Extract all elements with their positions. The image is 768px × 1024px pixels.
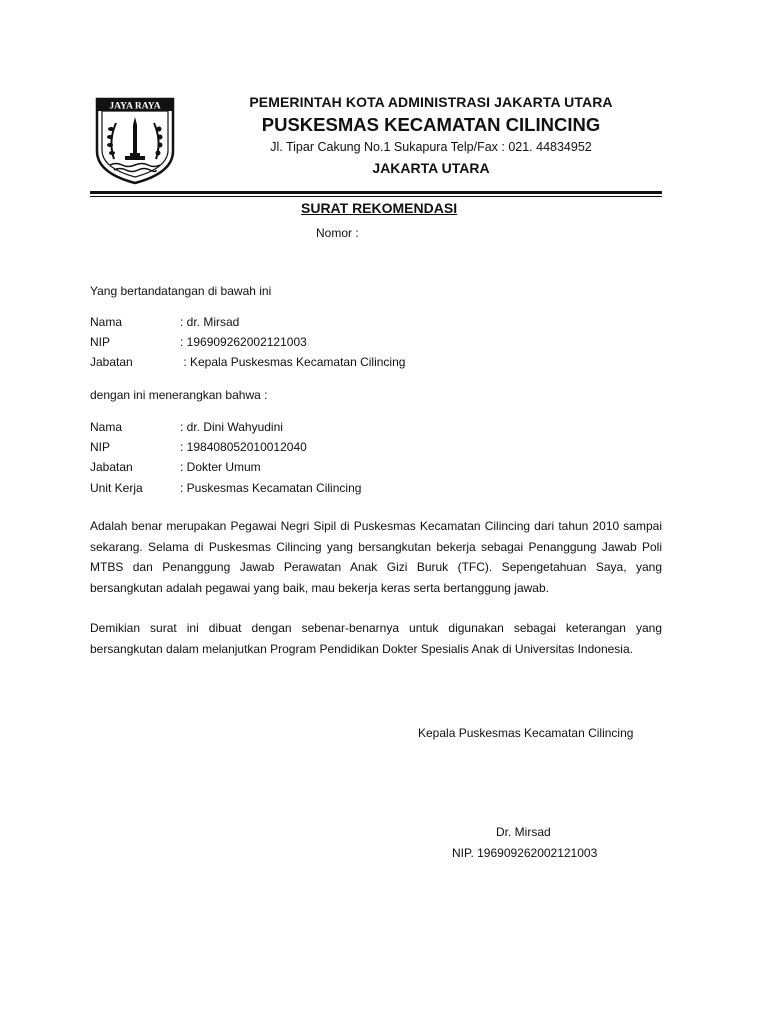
field-value: : 198408052010012040 — [180, 440, 307, 454]
field-value: : dr. Dini Wahyudini — [180, 420, 283, 434]
intro-text: Yang bertandatangan di bawah ini — [90, 284, 272, 298]
emblem-text: JAYA RAYA — [109, 101, 161, 112]
signature-position: Kepala Puskesmas Kecamatan Cilincing — [418, 726, 634, 740]
letter-number-label: Nomor : — [316, 226, 359, 240]
letterhead-divider-thin — [90, 196, 662, 197]
field-label: Unit Kerja — [90, 481, 143, 495]
institution-city: JAKARTA UTARA — [372, 160, 490, 176]
institution-address: Jl. Tipar Cakung No.1 Sukapura Telp/Fax : 021. 44834952 — [270, 140, 592, 154]
signature-name: Dr. Mirsad — [496, 825, 551, 839]
field-value: : Dokter Umum — [180, 460, 261, 474]
field-value: : 196909262002121003 — [180, 335, 307, 349]
body-paragraph-1: Adalah benar merupakan Pegawai Negri Sipil di Puskesmas Kecamatan Cilincing dari tahun 2010 sampai sekarang. Selama di Puskesmas Cilincing yang bersangkutan bekerja sebagai Penanggung Jawab Poli MTBS dan Penanggung Jawab Perawatan Anak Gizi Buruk (TFC). Sepengetahuan Saya, yang bersangkutan adalah pegawai yang baik, mau bekerja keras serta bertanggung jawab. — [90, 519, 662, 595]
institution-name: PUSKESMAS KECAMATAN CILINCING — [261, 114, 601, 135]
statement-text: dengan ini menerangkan bahwa : — [90, 388, 268, 402]
field-label: Nama — [90, 420, 123, 434]
field-value: : dr. Mirsad — [180, 315, 240, 329]
field-value: : Kepala Puskesmas Kecamatan Cilincing — [180, 355, 406, 369]
body-paragraph-2: Demikian surat ini dibuat dengan sebenar-benarnya untuk digunakan sebagai keterangan yang bersangkutan dalam melanjutkan Program Pendidikan Dokter Spesialis Anak di Universitas Indonesia. — [90, 621, 662, 656]
field-label: Jabatan — [90, 355, 133, 369]
letter-title: SURAT REKOMENDASI — [301, 200, 458, 216]
field-label: Nama — [90, 315, 123, 329]
field-label: NIP — [90, 335, 111, 349]
field-label: NIP — [90, 440, 111, 454]
signature-nip: NIP. 196909262002121003 — [452, 846, 598, 860]
field-label: Jabatan — [90, 460, 133, 474]
government-name: PEMERINTAH KOTA ADMINISTRASI JAKARTA UTARA — [249, 94, 613, 110]
letterhead-divider-thick — [90, 191, 662, 194]
field-value: : Puskesmas Kecamatan Cilincing — [180, 481, 362, 495]
jaya-raya-emblem — [94, 95, 176, 185]
